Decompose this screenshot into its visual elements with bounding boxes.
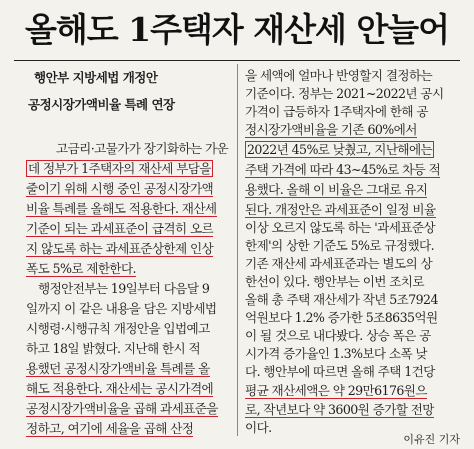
left-line: [26, 219, 213, 239]
left-line: [26, 239, 213, 259]
right-line: 이 될 것으로 내다봤다. 상승 폭은 공: [245, 328, 431, 343]
left-line: 행정안전부는 19일부터 다음달 9: [38, 281, 210, 296]
right-line: 한선이 있다. 행안부는 이번 조치로: [245, 274, 424, 289]
left-line: 하고 18일 밝혔다. 지난해 한시 적: [26, 341, 201, 356]
byline: 이유진 기자: [403, 433, 460, 446]
right-line-text: 주택 가격에 따라 43~45%로 차등 적: [245, 162, 441, 177]
right-line: 올해 총 주택 재산세가 작년 5조7924: [245, 292, 438, 307]
right-line: [245, 160, 440, 180]
left-line-text: 해도 적용한다. 재산세는 공시가격에: [26, 381, 214, 396]
left-line: [26, 419, 193, 439]
left-line: [26, 159, 213, 179]
right-line-text: 2022년 45%로 낮췄고, 지난해에는: [247, 142, 433, 157]
left-line: 일까지 이 같은 내용을 담은 지방세법: [26, 301, 217, 316]
left-line: [26, 199, 217, 219]
right-line-text: 로, 작년보다 약 3600원 증가할 전망: [245, 402, 434, 417]
left-line-text: 비율 특례를 올해도 적용한다. 재산세: [26, 201, 217, 216]
right-line: 이상 오르지 않도록 하는 '과세표준상: [245, 220, 435, 235]
left-line-text: 용했던 공정시장가액비율 특례를 올: [26, 361, 210, 376]
right-line: [245, 180, 427, 200]
right-line-text: 정시장가액비율을 기존 60%에서: [245, 122, 417, 137]
right-line: 한제'의 상한 기준도 5%로 규정했다.: [245, 238, 435, 253]
right-line: [245, 140, 434, 160]
right-line: [245, 120, 417, 140]
right-line: [245, 381, 427, 401]
right-line: [245, 400, 434, 420]
left-line: [26, 399, 218, 419]
right-line: 기준이다. 정부는 2021~2022년 공시: [245, 86, 444, 101]
right-line: 억원보다 1.2% 증가한 5조8635억원: [245, 310, 438, 325]
right-line-text: 평균 재산세액은 약 29만6176원으: [245, 383, 427, 398]
left-line-text: 지 않도록 하는 과세표준상한제 인상: [26, 241, 214, 256]
right-line: 을 세액에 얼마나 반영할지 결정하는: [245, 68, 433, 83]
left-line: [26, 359, 210, 379]
headline-rule: [14, 60, 460, 61]
left-line: 고금리·고물가가 장기화하는 가운: [56, 141, 229, 156]
right-line-text: 용했다. 올해 이 비율은 그대로 유지: [245, 182, 428, 197]
left-line: 시행령·시행규칙 개정안을 입법예고: [26, 321, 210, 336]
left-line-text: 정하고, 여기에 세율을 곱해 산정: [26, 421, 194, 436]
column-divider: [237, 64, 238, 436]
headline: 올해도 1주택자 재산세 안늘어: [25, 10, 449, 49]
left-line: [26, 179, 213, 199]
subhead-1: 행안부 지방세법 개정안: [34, 70, 158, 85]
left-line-text: 공정시장가액비율을 곱해 과세표준을: [26, 401, 218, 416]
right-line: [245, 200, 436, 220]
left-line: [26, 259, 136, 279]
right-line: 기존 재산세 과세표준과는 별도의 상: [245, 256, 433, 271]
right-line: 이다.: [245, 420, 272, 435]
right-line: 가격이 급등하자 1주택자에 한해 공: [245, 104, 428, 119]
left-line-text: 줄이기 위해 시행 중인 공정시장가액: [26, 181, 214, 196]
subhead-2: 공정시장가액비율 특례 연장: [28, 97, 175, 112]
left-line-text: 데 정부가 1주택자의 재산세 부담을: [28, 161, 211, 176]
right-line: 시가격 증가율인 1.3%보다 소폭 낮: [245, 346, 427, 361]
right-line: 다. 행안부에 따르면 올해 주택 1건당: [245, 364, 435, 379]
left-line-text: 폭도 5%로 제한한다.: [26, 261, 136, 276]
right-line-text: 된다. 개정안은 과세표준이 일정 비율: [245, 202, 436, 217]
left-line: [26, 379, 213, 399]
left-line-text: 기준이 되는 과세표준이 급격히 오르: [26, 221, 214, 236]
